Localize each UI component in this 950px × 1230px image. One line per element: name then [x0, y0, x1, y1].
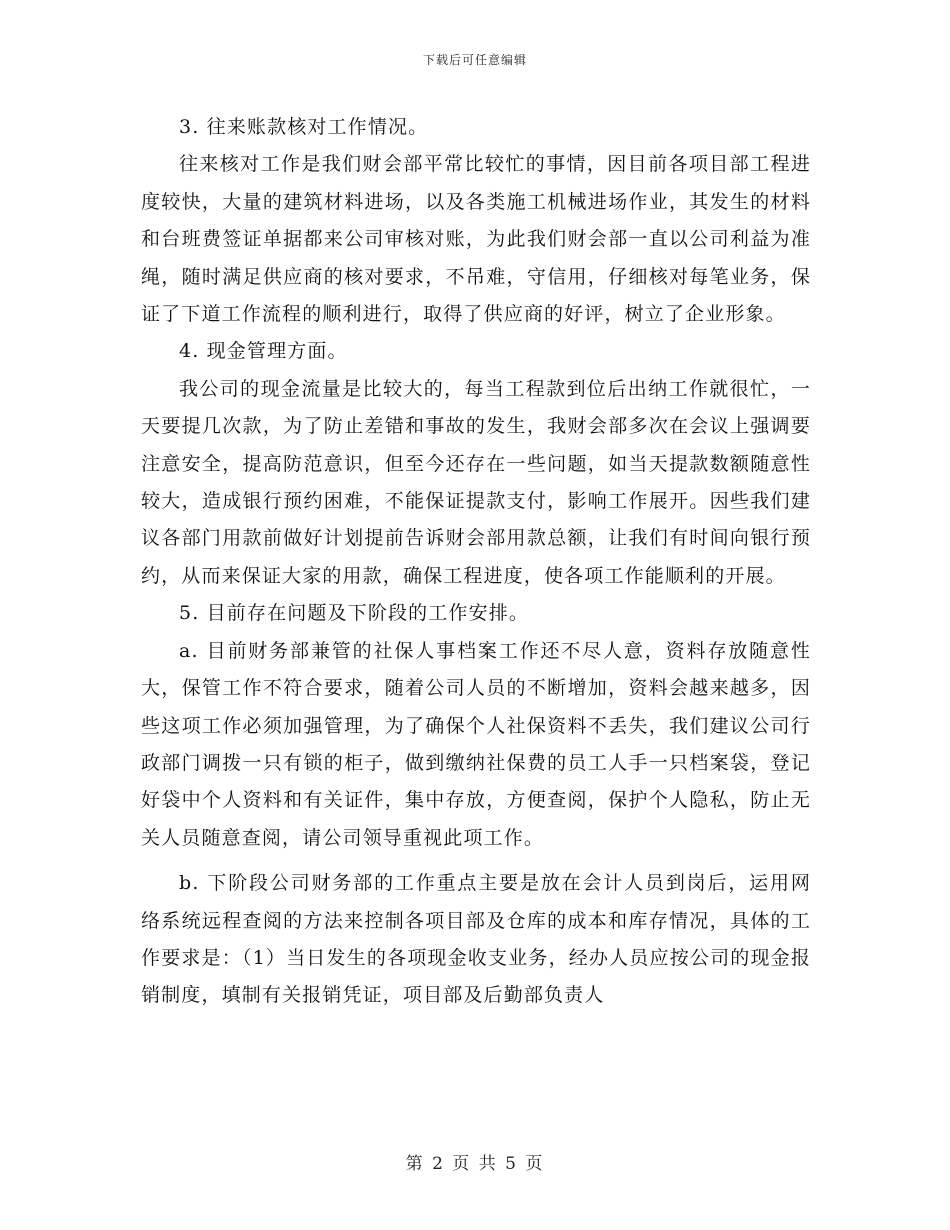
paragraph-item-a: a. 目前财务部兼管的社保人事档案工作还不尽人意，资料存放随意性大，保管工作不符合要求，随着公司人员的不断增加，资料会越来越多，因些这项工作必须加强管理，为了确保个人社保资料不丢失，我们建议公司行政部门调拨一只有锁的柜子，做到缴纳社保费的员工人手一只档案袋，登记好袋中个人资料和有关证件，集中存放，方便查阅，保护个人隐私，防止无关人员随意查阅，请公司领导重视此项工作。: [141, 639, 811, 849]
paragraph-item-b: b. 下阶段公司财务部的工作重点主要是放在会计人员到岗后，运用网络系统远程查阅的方法来控制各项目部及仓库的成本和库存情况，具体的工作要求是：（1）当日发生的各项现金收支业务，经办人员应按公司的现金报销制度，填制有关报销凭证，项目部及后勤部负责人: [141, 872, 811, 1007]
paragraph-cash-management: 我公司的现金流量是比较大的，每当工程款到位后出纳工作就很忙，一天要提几次款，为了防止差错和事故的发生，我财会部多次在会议上强调要注意安全，提高防范意识，但至今还存在一些问题，如当天提款数额随意性较大，造成银行预约困难，不能保证提款支付，影响工作展开。因些我们建议各部门用款前做好计划提前告诉财会部用款总额，让我们有时间向银行预约，从而来保证大家的用款，确保工程进度，使各项工作能顺利的开展。: [141, 377, 811, 587]
document-body: [141, 109, 811, 1015]
paragraph-accounts-reconciliation: 往来核对工作是我们财会部平常比较忙的事情，因目前各项目部工程进度较快，大量的建筑材料进场，以及各类施工机械进场作业，其发生的材料和台班费签证单据都来公司审核对账，为此我们财会部一直以公司利益为准绳，随时满足供应商的核对要求，不吊难，守信用，仔细核对每笔业务，保证了下道工作流程的顺利进行，取得了供应商的好评，树立了企业形象。: [141, 153, 811, 326]
page-number: 第 2 页 共 5 页: [405, 1154, 545, 1174]
section-heading-cash-management: 4. 现金管理方面。: [179, 340, 348, 363]
page-header: 下载后可任意编辑: [422, 53, 527, 67]
section-heading-accounts-reconciliation: 3. 往来账款核对工作情况。: [179, 116, 429, 138]
section-heading-issues-and-plans: 5. 目前存在问题及下阶段的工作安排。: [179, 602, 530, 625]
